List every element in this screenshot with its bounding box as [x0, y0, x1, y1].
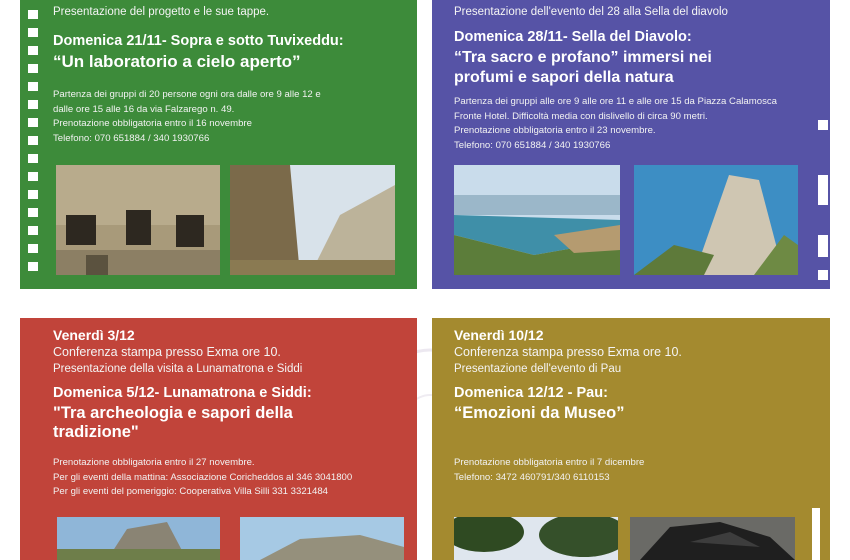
event-info	[53, 88, 407, 146]
photo-tombs	[56, 165, 220, 275]
info-line: Partenza dei gruppi alle ore 9 alle ore 11 e alle ore 15 da Piazza Calamosca	[454, 96, 778, 107]
info-line: Telefono: 3472 460791/340 6110153	[454, 471, 610, 483]
friday-date: Venerdì 3/12	[53, 327, 135, 343]
event-date-title: Domenica 12/12 - Pau:	[454, 385, 608, 401]
film-strip-holes	[28, 0, 40, 289]
event-info	[53, 456, 407, 500]
info-line: Prenotazione obbligatoria entro il 27 novembre.	[53, 457, 255, 468]
event-date-title: Domenica 28/11- Sella del Diavolo:	[454, 29, 692, 45]
photo-obsidian	[630, 517, 795, 560]
info-line: Per gli eventi della mattina: Associazione Coricheddos al 346 3041800	[53, 471, 353, 483]
info-line: Telefono: 070 651884 / 340 1930766	[454, 139, 611, 151]
event-title: “Emozioni da Museo”	[454, 404, 625, 422]
event-info	[454, 456, 820, 485]
panel-intro: Presentazione del progetto e le sue tappe.	[53, 6, 270, 18]
event-panel-lunamatrona-siddi	[20, 318, 417, 560]
photo-canyon	[230, 165, 395, 275]
info-line: Prenotazione obbligatoria entro il 7 dicembre	[454, 457, 645, 468]
photo-stone-wall	[240, 517, 404, 560]
friday-date: Venerdì 10/12	[454, 327, 544, 343]
event-date-title: Domenica 5/12- Lunamatrona e Siddi:	[53, 385, 312, 401]
event-title-line2: profumi e sapori della natura	[454, 69, 674, 86]
event-panel-tuvixeddu	[20, 0, 417, 289]
info-line: Per gli eventi del pomeriggio: Cooperativa Villa Silli 331 3321484	[53, 486, 329, 497]
presentation-text: Presentazione della visita a Lunamatrona e Siddi	[53, 363, 303, 375]
info-line: Fronte Hotel. Difficoltà media con dislivello di circa 90 metri.	[454, 110, 708, 122]
panel-intro: Presentazione dell'evento del 28 alla Sella del diavolo	[454, 6, 728, 18]
presentation-text: Presentazione dell'evento di Pau	[454, 363, 622, 375]
event-panel-sella-del-diavolo	[432, 0, 830, 289]
info-line: Prenotazione obbligatoria entro il 23 novembre.	[454, 125, 656, 136]
event-title-line2: tradizione"	[53, 423, 139, 441]
photo-nuraghe	[57, 517, 220, 560]
film-strip-holes	[818, 0, 830, 289]
film-strip-edge	[812, 508, 820, 560]
info-line: Prenotazione obbligatoria entro il 16 novembre	[53, 118, 252, 129]
photo-trees	[454, 517, 618, 560]
press-conference: Conferenza stampa presso Exma ore 10.	[53, 345, 281, 359]
event-title-line1: "Tra archeologia e sapori della	[53, 404, 293, 422]
info-line: Partenza dei gruppi di 20 persone ogni ora dalle ore 9 alle 12 e	[53, 89, 321, 100]
event-title: “Un laboratorio a cielo aperto”	[53, 52, 301, 71]
photo-cliff	[634, 165, 798, 275]
info-line: dalle ore 15 alle 16 da via Falzarego n. 49.	[53, 103, 235, 115]
event-title-line1: “Tra sacro e profano” immersi nei	[454, 49, 712, 66]
photo-bay	[454, 165, 620, 275]
press-conference: Conferenza stampa presso Exma ore 10.	[454, 345, 682, 359]
event-panel-pau	[432, 318, 830, 560]
event-date-title: Domenica 21/11- Sopra e sotto Tuvixeddu:	[53, 33, 344, 49]
info-line: Telefono: 070 651884 / 340 1930766	[53, 132, 210, 144]
event-info	[454, 95, 820, 153]
